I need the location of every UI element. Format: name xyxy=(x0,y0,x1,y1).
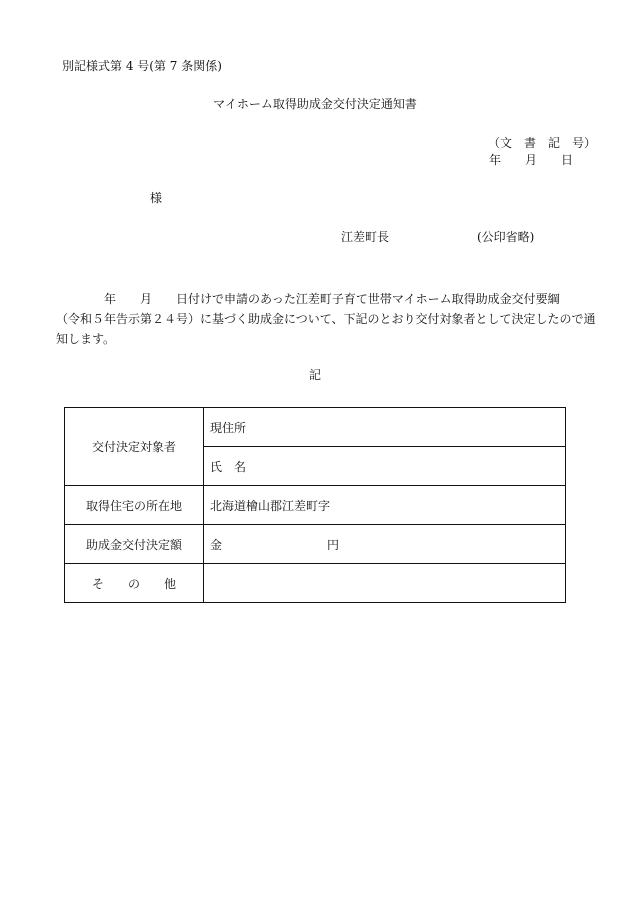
issuer-name: 江差町長 xyxy=(341,230,390,244)
target-label-cell xyxy=(65,408,204,486)
table-row xyxy=(65,525,566,564)
name-cell xyxy=(204,447,566,486)
location-value: 北海道檜山郡江差町字 xyxy=(210,498,331,513)
target-label: 交付決定対象者 xyxy=(91,440,176,454)
other-label-cell xyxy=(65,564,204,603)
decision-details-table xyxy=(64,407,566,603)
amount-suffix: 円 xyxy=(327,537,340,552)
document-reference: （文 書 記 号） xyxy=(488,136,597,150)
table-row xyxy=(65,408,566,447)
addressee-honorific: 様 xyxy=(150,191,163,205)
body-line: 知します。 xyxy=(56,332,116,346)
other-label: そ の 他 xyxy=(91,576,176,591)
form-number: 別記様式第 4 号(第 7 条関係) xyxy=(62,59,222,73)
ki-heading: 記 xyxy=(308,368,321,382)
amount-prefix: 金 xyxy=(210,537,223,552)
seal-omitted-note: (公印省略) xyxy=(477,230,535,244)
amount-label: 助成金交付決定額 xyxy=(85,537,182,552)
document-title: マイホーム取得助成金交付決定通知書 xyxy=(213,97,417,111)
location-label-cell xyxy=(65,486,204,525)
body-line: （令和５年告示第２４号）に基づく助成金について、下記のとおり交付対象者として決定したので通 xyxy=(56,312,596,326)
amount-value-cell xyxy=(204,525,566,564)
other-value-cell xyxy=(204,564,566,603)
table-row xyxy=(65,486,566,525)
amount-label-cell xyxy=(65,525,204,564)
body-paragraph xyxy=(56,289,596,349)
name-label: 氏 名 xyxy=(210,459,247,474)
location-label: 取得住宅の所在地 xyxy=(85,498,182,513)
location-value-cell xyxy=(204,486,566,525)
table-row xyxy=(65,564,566,603)
body-line: 年 月 日付けで申請のあった江差町子育て世帯マイホーム取得助成金交付要綱 xyxy=(56,292,560,306)
date-line: 年 月 日 xyxy=(489,153,574,167)
address-label: 現住所 xyxy=(210,420,247,435)
address-cell xyxy=(204,408,566,447)
